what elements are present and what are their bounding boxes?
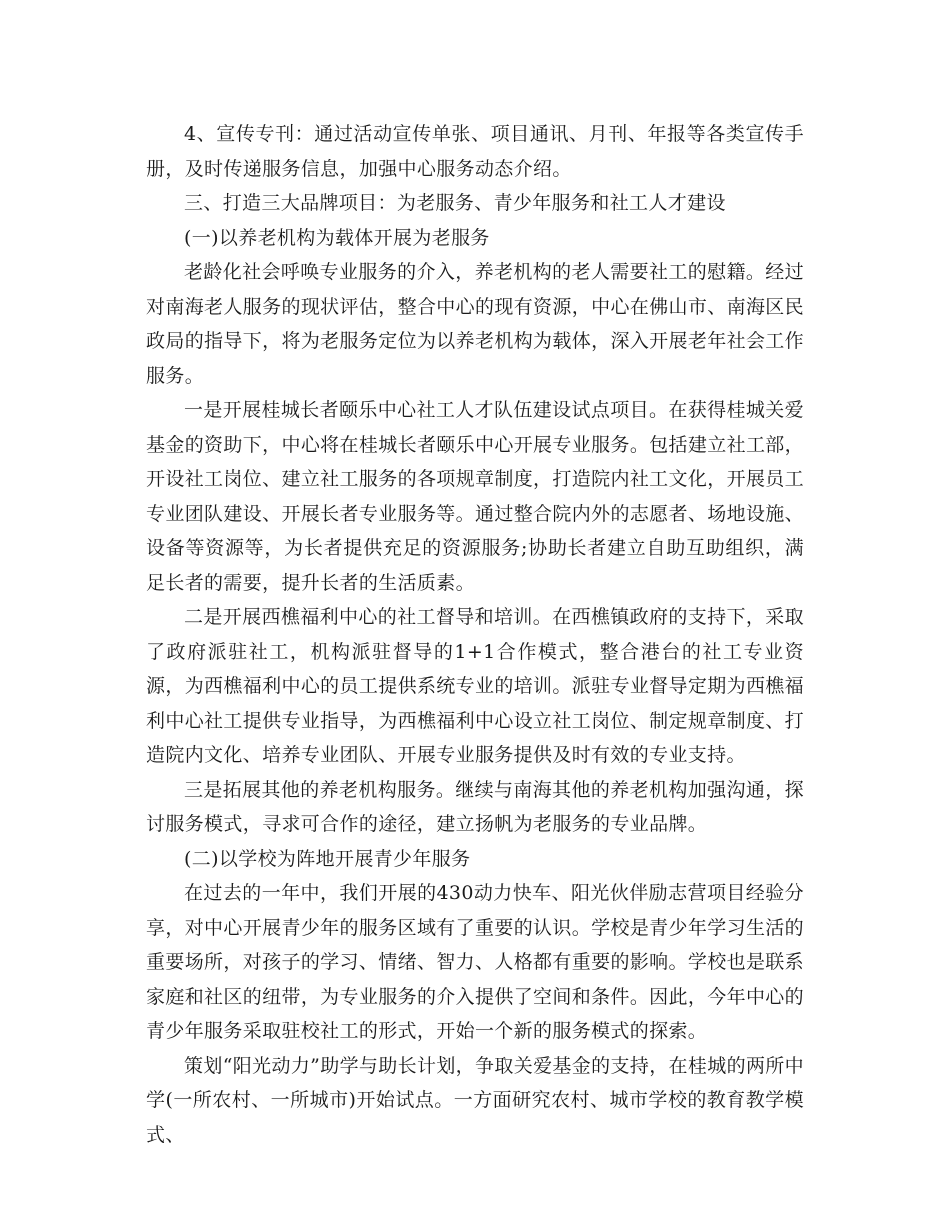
subsection-heading-elderly-service: (一)以养老机构为载体开展为老服务 [184, 226, 490, 249]
paragraph-youth-intro: 在过去的一年中，我们开展的430动力快车、阳光伙伴励志营项目经验分享，对中心开展青少年的服务区域有了重要的认识。学校是青少年学习生活的重要场所，对孩子的学习、情绪、智力、人格都有重要的影响。学校也是联系家庭和社区的纽带，为专业服务的介入提供了空间和条件。因此，今年中心的青少年服务采取驻校社工的形式，开始一个新的服务模式的探索。 [146, 882, 804, 1042]
paragraph-elderly-intro: 老龄化社会呼唤专业服务的介入，养老机构的老人需要社工的慰籍。经过对南海老人服务的现状评估，整合中心的现有资源，中心在佛山市、南海区民政局的指导下，将为老服务定位为以养老机构为载体，深入开展老年社会工作服务。 [146, 261, 804, 387]
section-heading-brand-projects: 三、打造三大品牌项目：为老服务、青少年服务和社工人才建设 [184, 192, 726, 214]
document-body [146, 117, 804, 1152]
paragraph-sunshine-plan: 策划“阳光动力”助学与助长计划，争取关爱基金的支持，在桂城的两所中学(一所农村、一所城市)开始试点。一方面研究农村、城市学校的教育教学模式、 [146, 1054, 804, 1146]
paragraph-guicheng-project: 一是开展桂城长者颐乐中心社工人才队伍建设试点项目。在获得桂城关爱基金的资助下，中心将在桂城长者颐乐中心开展专业服务。包括建立社工部，开设社工岗位、建立社工服务的各项规章制度，打造院内社工文化，开展员工专业团队建设、开展长者专业服务等。通过整合院内外的志愿者、场地设施、设备等资源等，为长者提供充足的资源服务;协助长者建立自助互助组织，满足长者的需要，提升长者的生活质素。 [146, 399, 804, 594]
paragraph-publicity: 4、宣传专刊：通过活动宣传单张、项目通讯、月刊、年报等各类宣传手册，及时传递服务信息，加强中心服务动态介绍。 [146, 123, 804, 180]
paragraph-xiqiao-project: 二是开展西樵福利中心的社工督导和培训。在西樵镇政府的支持下，采取了政府派驻社工，机构派驻督导的1+1合作模式，整合港台的社工专业资源，为西樵福利中心的员工提供系统专业的培训。派驻专业督导定期为西樵福利中心社工提供专业指导，为西樵福利中心设立社工岗位、制定规章制度、打造院内文化、培养专业团队、开展专业服务提供及时有效的专业支持。 [146, 606, 804, 766]
paragraph-other-institutions: 三是拓展其他的养老机构服务。继续与南海其他的养老机构加强沟通，探讨服务模式，寻求可合作的途径，建立扬帆为老服务的专业品牌。 [146, 778, 804, 835]
subsection-heading-youth-service: (二)以学校为阵地开展青少年服务 [184, 847, 471, 870]
